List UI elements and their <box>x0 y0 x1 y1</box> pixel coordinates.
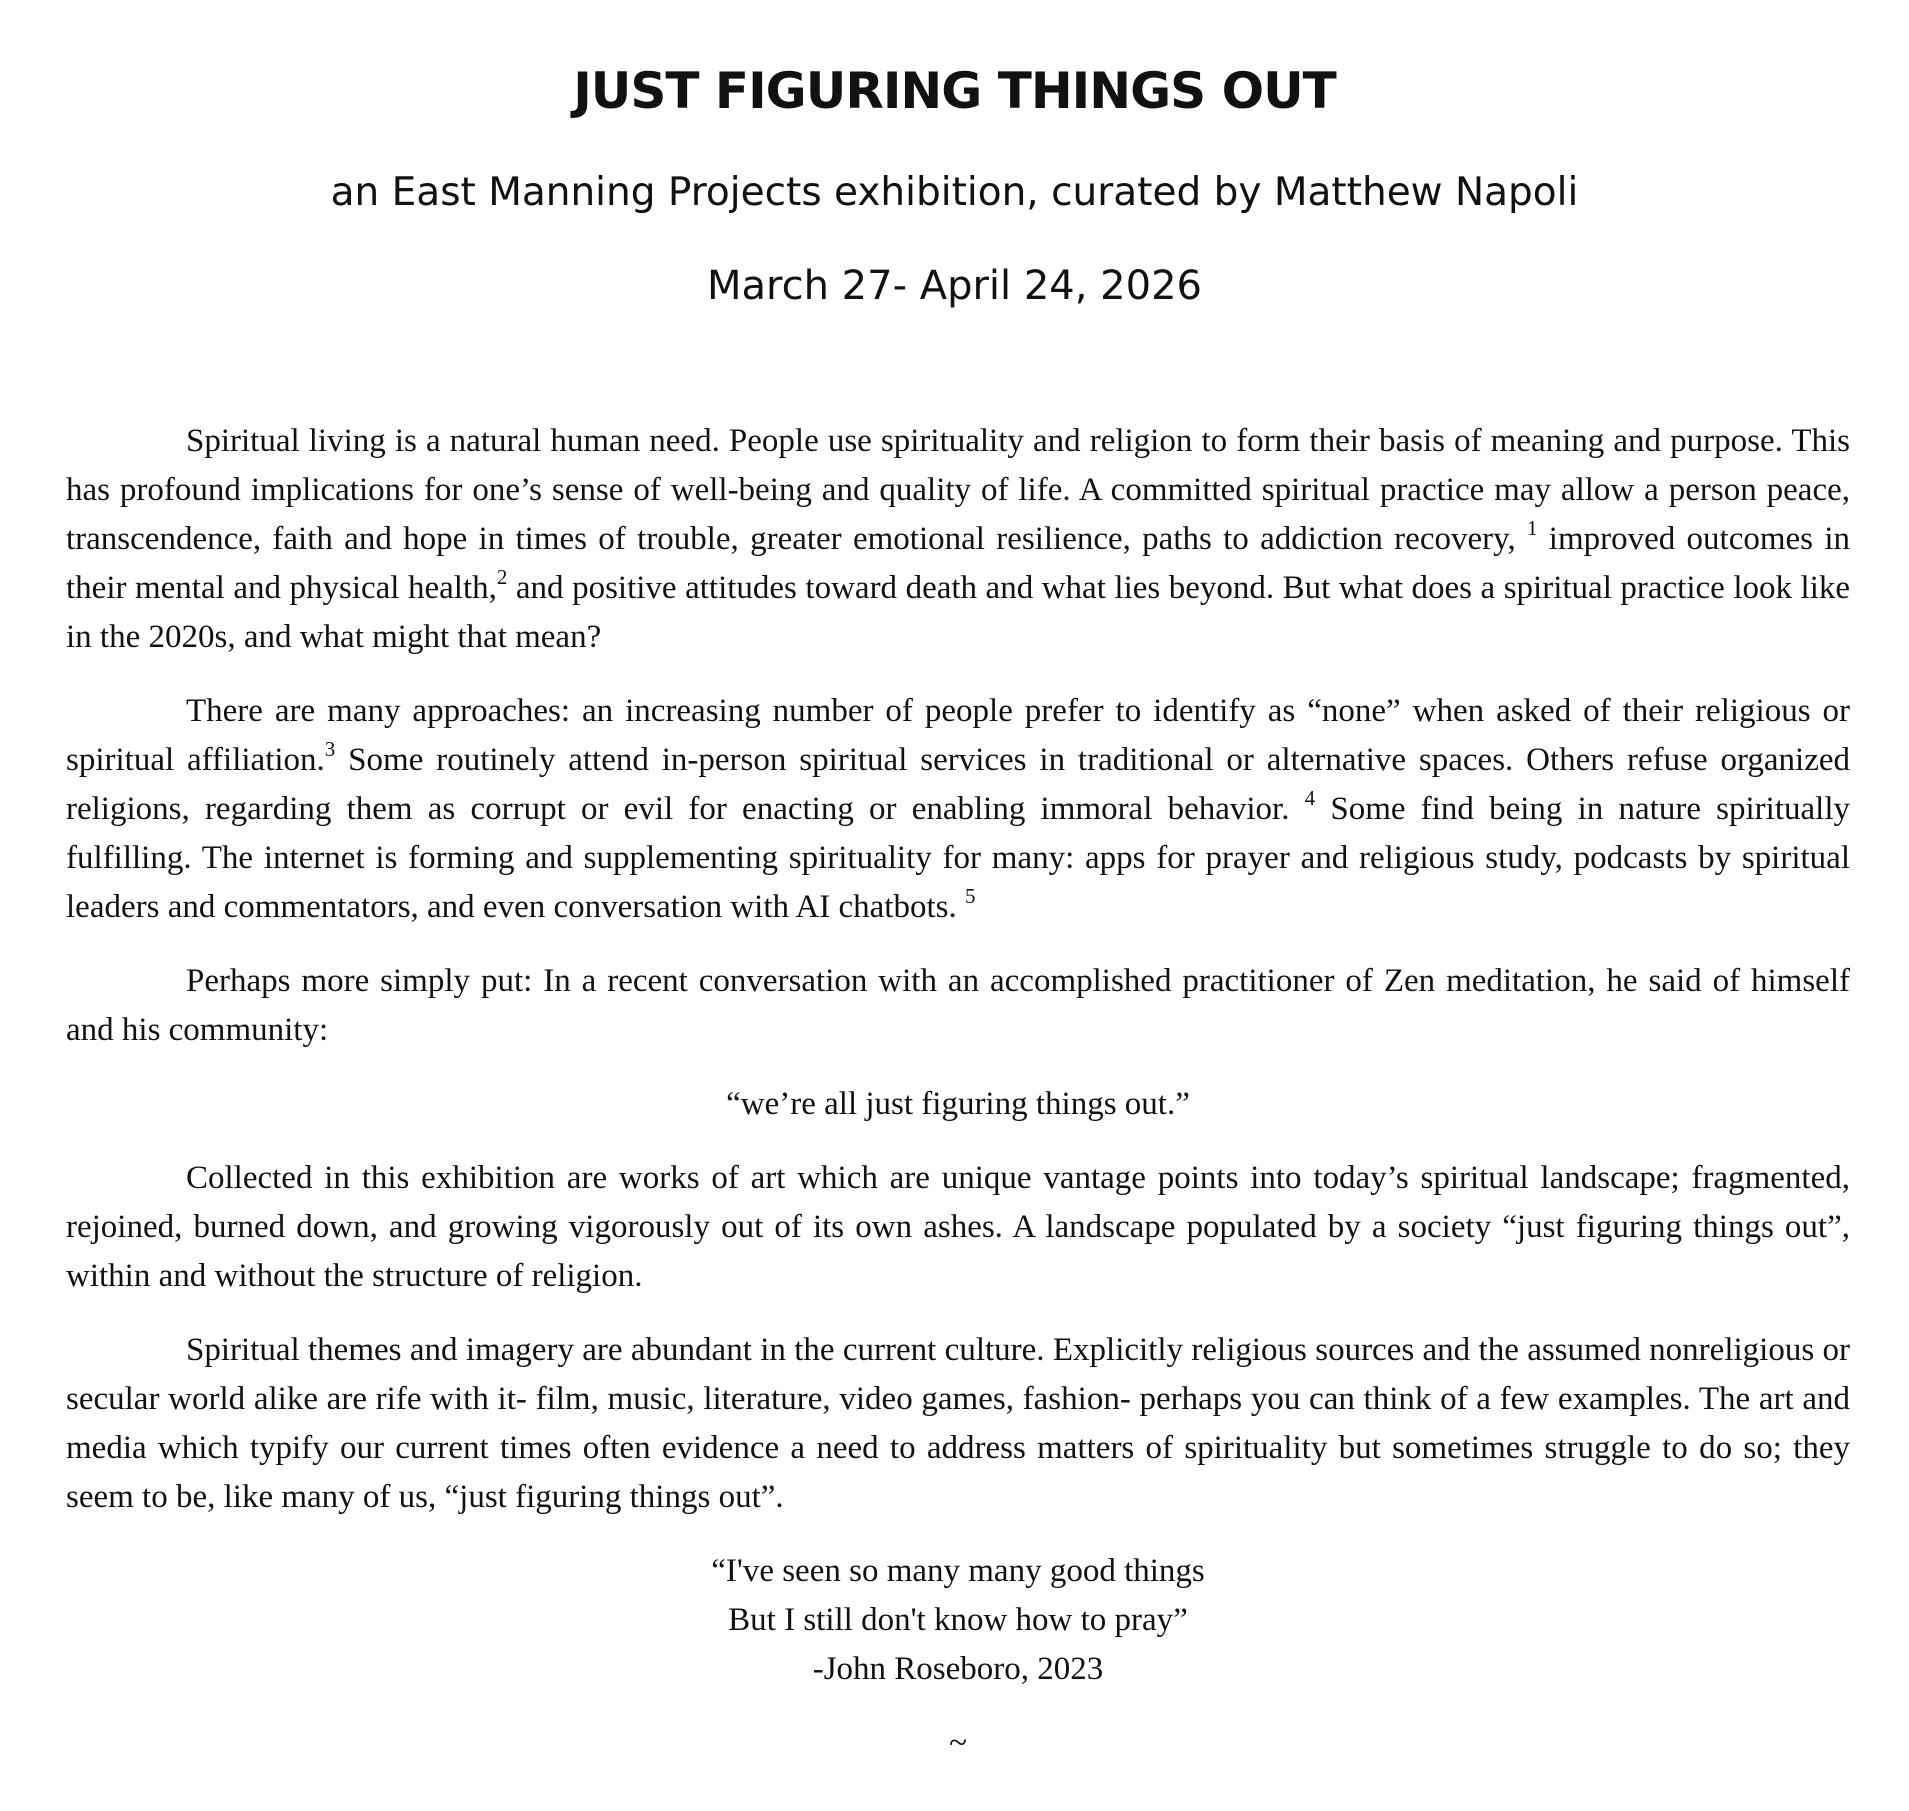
poem-line-1: “I've seen so many many good things <box>711 1553 1205 1589</box>
section-separator: ~ <box>949 1725 967 1761</box>
footnote-ref-1: 1 <box>1527 516 1538 540</box>
poem-quote <box>66 1547 1850 1694</box>
paragraph-2: There are many approaches: an increasing number of people prefer to identify as “none” when asked of their religious or spiritual affiliation.$^3$ Some routinely attend in-person spiritual services in traditional or alternative spaces. Others refuse organized religions, regarding them as corrupt or evil for enacting or enabling immoral behavior. $^4$ Some find being in nature spiritually fulfilling. The internet is forming and supplementing spirituality for many: apps for prayer and religious study, podcasts by spiritual leaders and commentators, and even conversation with AI chatbots. $^5$ <box>66 693 1850 925</box>
paragraph-5: Spiritual themes and imagery are abundant in the current culture. Explicitly religious sources and the assumed nonreligious or secular world alike are rife with it- film, music, literature, video games, fashion- perhaps you can think of a few examples. The art and media which typify our current times often evidence a need to address matters of spirituality but sometimes struggle to do so; they seem to be, like many of us, “just figuring things out”. <box>66 1332 1850 1515</box>
exhibition-dates: March 27- April 24, 2026 <box>707 263 1202 309</box>
exhibition-subtitle: an East Manning Projects exhibition, curated by Matthew Napoli <box>330 170 1579 215</box>
paragraph-1: Spiritual living is a natural human need. People use spirituality and religion to form their basis of meaning and purpose. This has profound implications for one’s sense of well-being and quality of life. A committed spiritual practice may allow a person peace, transcendence, faith and hope in times of trouble, greater emotional resilience, paths to addiction recovery, $^1$ improved outcomes in their mental and physical health,$^2$ and positive attitudes toward death and what lies beyond. But what does a spiritual practice look like in the 2020s, and what might that mean? <box>66 423 1851 655</box>
zen-quote: “we’re all just figuring things out.” <box>726 1086 1190 1122</box>
footnote-ref-2: 2 <box>496 565 508 589</box>
paragraph-4: Collected in this exhibition are works of art which are unique vantage points into today’s spiritual landscape; fragmented, rejoined, burned down, and growing vigorously out of its own ashes. A landscape populated by a society “just figuring things out”, within and without the structure of religion. <box>66 1160 1850 1294</box>
footnote-ref-3: 3 <box>324 737 336 761</box>
paragraph-3: Perhaps more simply put: In a recent conversation with an accomplished practitioner of Zen meditation, he said of himself and his community: <box>66 963 1850 1048</box>
footnote-ref-5: 5 <box>964 884 976 908</box>
poem-line-2: But I still don't know how to pray” <box>728 1602 1188 1638</box>
footnote-ref-4: 4 <box>1304 786 1316 810</box>
exhibition-statement <box>66 417 1850 1768</box>
poem-attribution: -John Roseboro, 2023 <box>812 1651 1104 1687</box>
exhibition-title: JUST FIGURING THINGS OUT <box>573 62 1336 120</box>
